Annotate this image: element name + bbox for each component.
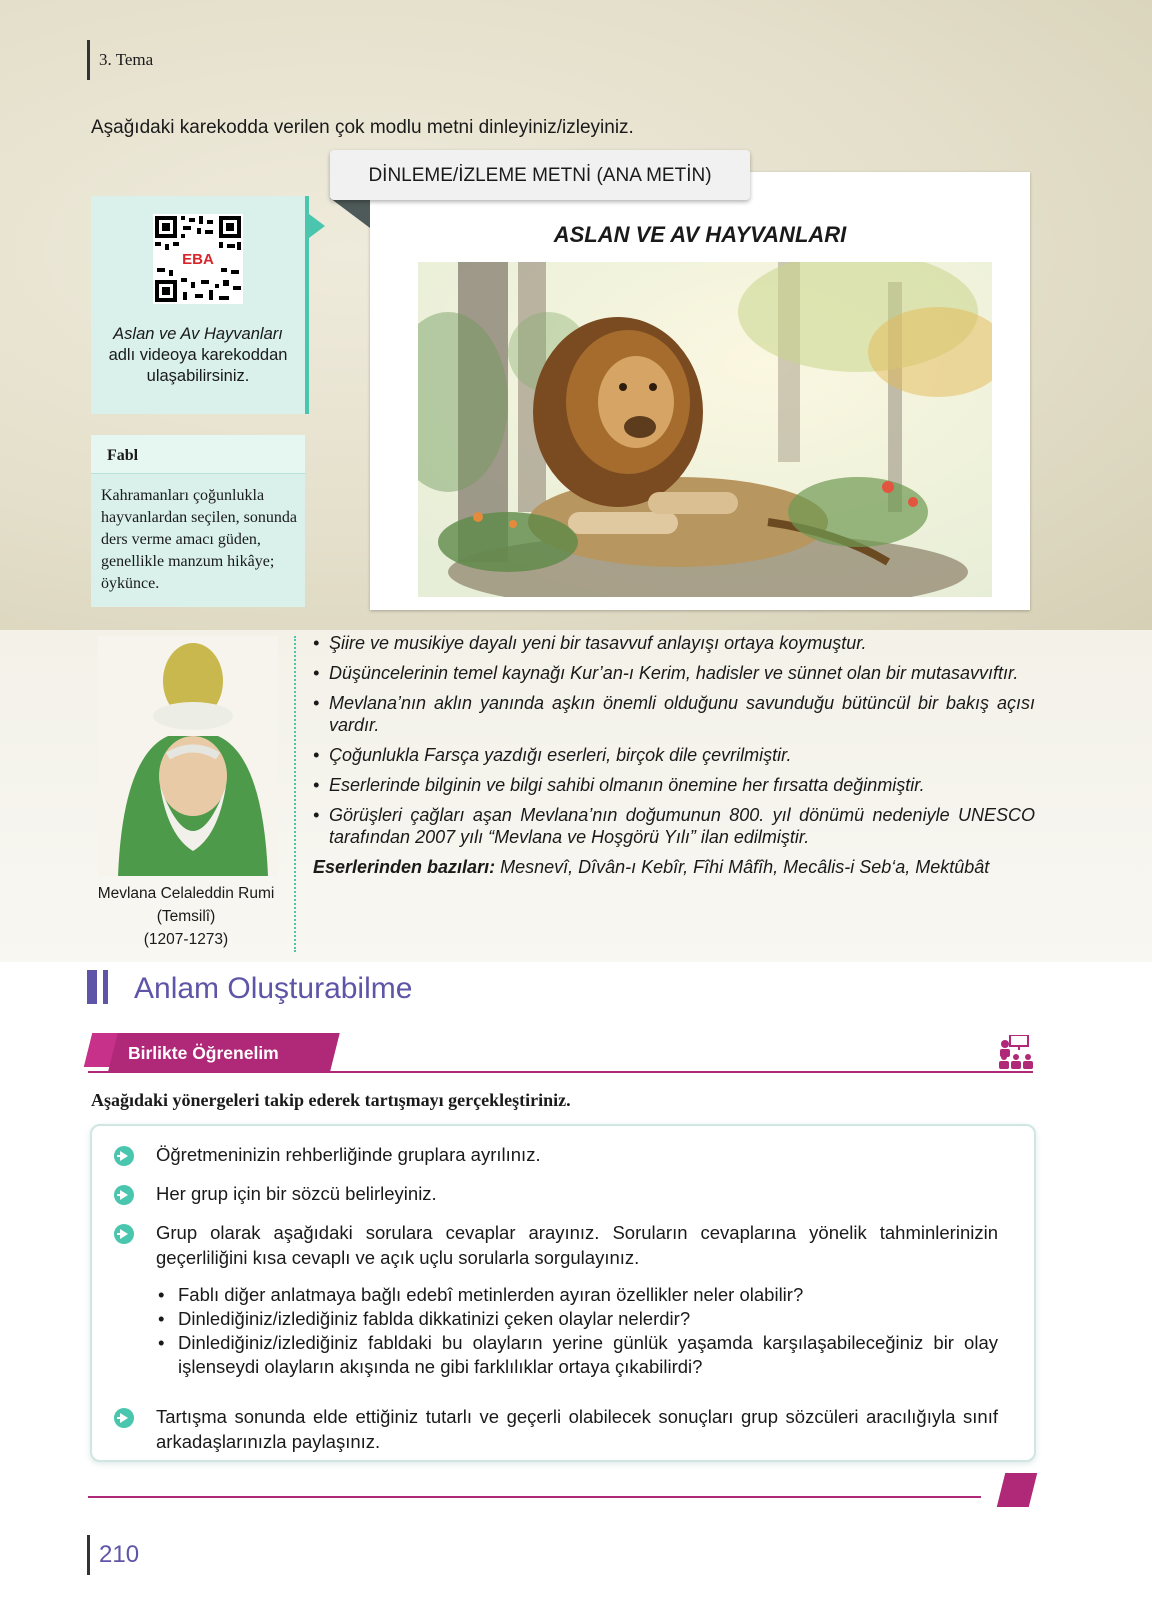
qr-panel — [91, 196, 309, 414]
arrow-right-icon — [114, 1408, 134, 1428]
rumi-caption — [86, 882, 286, 951]
qr-code-icon[interactable] — [153, 214, 243, 304]
qr-caption-text: adlı videoya karekoddan ulaşabilirsiniz. — [108, 346, 288, 385]
video-title: Aslan ve Av Hayvanları — [113, 325, 283, 343]
bio-list — [313, 632, 1035, 878]
question-list — [156, 1283, 998, 1379]
works-label: Eserlerinden bazıları: — [313, 857, 496, 877]
bio-item: • Şiire ve musikiye dayalı yeni bir tasavvuf anlayışı ortaya koymuştur. — [313, 632, 1035, 654]
header-rule — [87, 40, 90, 80]
footer-rule — [88, 1496, 981, 1498]
tab-label: DİNLEME/İZLEME METNİ (ANA METİN) — [368, 165, 712, 186]
question-item: • Dinlediğiniz/izlediğiniz fablda dikkatinizi çeken olaylar nelerdir? — [156, 1307, 998, 1331]
bio-item: • Görüşleri çağları aşan Mevlana’nın doğumunun 800. yıl dönümü nedeniyle UNESCO tarafından 2007 yılı “Mevlana ve Hoşgörü Yılı” ilan edilmiştir. — [313, 804, 1035, 848]
story-title: ASLAN VE AV HAYVANLARI — [553, 222, 847, 247]
question-item: • Fablı diğer anlatmaya bağlı edebî metinlerden ayıran özellikler neler olabilir? — [156, 1283, 998, 1307]
section-title: Anlam Oluşturabilme — [134, 972, 413, 1005]
qr-caption — [105, 324, 291, 387]
arrow-right-icon — [114, 1185, 134, 1205]
task-item: Grup olarak aşağıdaki sorulara cevaplar arayınız. Soruların cevaplarına yönelik tahminlerinizin geçerliliğini kısa cevaplı ve açık uçlu sorularla sorgulayınız. — [156, 1222, 998, 1268]
activity-instruction: Aşağıdaki yönergeleri takip ederek tartışmayı gerçekleştiriniz. — [91, 1090, 571, 1110]
bio-item: • Eserlerinde bilginin ve bilgi sahibi olmanın önemine her fırsatta değinmiştir. — [313, 774, 1035, 796]
bio-item: • Düşüncelerinin temel kaynağı Kur’an-ı Kerim, hadisler ve sünnet olan bir mutasavvıftır. — [313, 662, 1035, 684]
rumi-name: Mevlana Celaleddin Rumi — [97, 885, 275, 902]
activity-rule — [88, 1071, 1033, 1073]
page-number: 210 — [99, 1541, 140, 1568]
footer-tab — [997, 1473, 1037, 1507]
fabl-definition-box — [91, 435, 305, 607]
question-item: • Dinlediğiniz/izlediğiniz fabldaki bu olayların yerine günlük yaşamda karşılaşabileceğiniz bir olay işlenseydi olayların akışında ne gibi farklılıklar ortaya çıkabilirdi? — [156, 1331, 998, 1379]
task-item: Tartışma sonunda elde ettiğiniz tutarlı ve geçerli olabilecek sonuçları grup sözcüleri aracılığıyla sınıf arkadaşlarınızla paylaşınız. — [156, 1406, 998, 1452]
bio-divider — [294, 636, 297, 952]
activity-label: Birlikte Öğrenelim — [128, 1043, 279, 1063]
theme-label: 3. Tema — [99, 50, 154, 69]
lion-illustration — [418, 262, 992, 597]
fabl-title: Fabl — [107, 447, 139, 464]
page-number-rule — [87, 1535, 90, 1575]
section-marker — [87, 970, 97, 1004]
bio-item: • Mevlana’nın aklın yanında aşkın önemli olduğunu savunduğu bütüncül bir bakış açısı vardır. — [313, 692, 1035, 736]
pointer-triangle — [309, 214, 325, 238]
rumi-note: (Temsilî) — [156, 908, 216, 925]
section-marker-thin — [103, 970, 108, 1004]
rumi-years: (1207-1273) — [143, 931, 229, 948]
listening-text-tab — [330, 150, 750, 200]
arrow-right-icon — [114, 1146, 134, 1166]
tab-fold — [330, 198, 370, 228]
task-item: Öğretmeninizin rehberliğinde gruplara ayrılınız. — [156, 1144, 541, 1165]
fabl-text: Kahramanları çoğunlukla hayvanlardan seçilen, sonunda ders verme amacı güden, genellikle manzum hikâye; öykünce. — [101, 487, 297, 592]
task-item: Her grup için bir sözcü belirleyiniz. — [156, 1183, 437, 1204]
works-line — [313, 856, 1035, 878]
rumi-portrait — [98, 636, 278, 876]
group-teaching-icon — [998, 1035, 1034, 1069]
eba-logo: EBA — [182, 251, 214, 268]
works-list: Mesnevî, Dîvân-ı Kebîr, Fîhi Mâfîh, Mecâlis-i Seb‘a, Mektûbât — [495, 857, 990, 877]
arrow-right-icon — [114, 1224, 134, 1244]
intro-text: Aşağıdaki karekodda verilen çok modlu metni dinleyiniz/izleyiniz. — [91, 117, 634, 138]
bio-item: • Çoğunlukla Farsça yazdığı eserleri, birçok dile çevrilmiştir. — [313, 744, 1035, 766]
